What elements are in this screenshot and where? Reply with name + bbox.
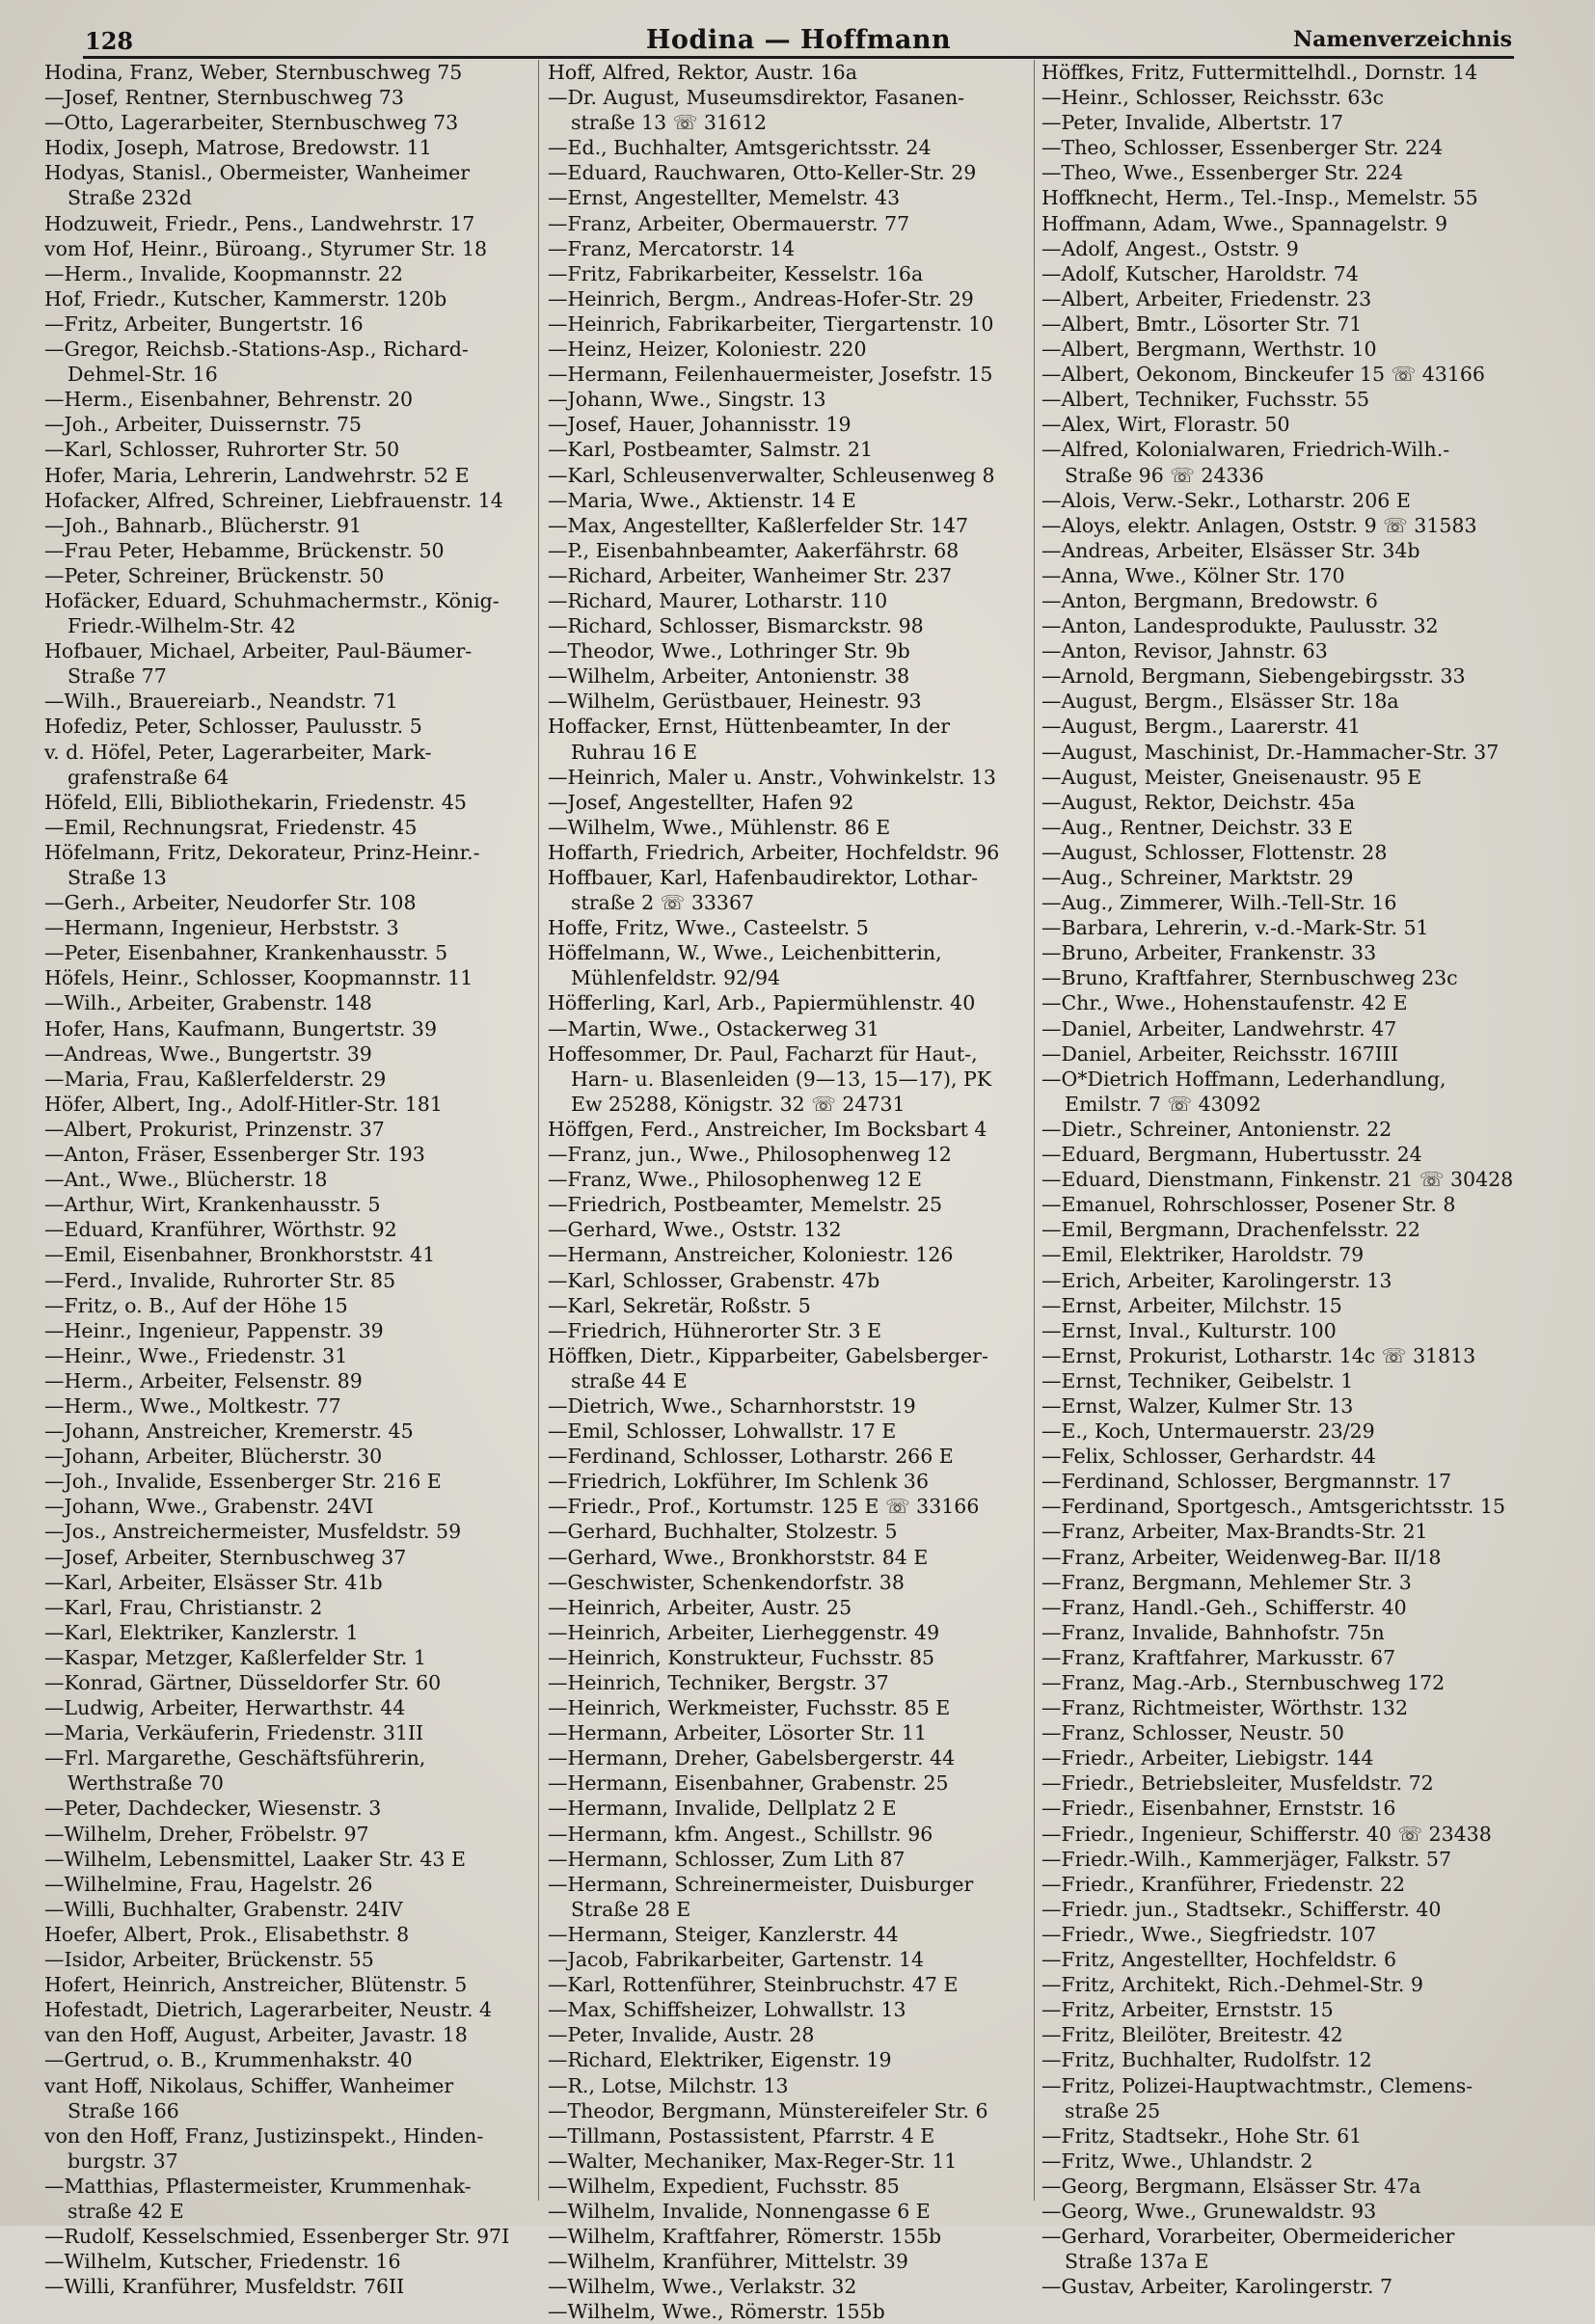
directory-entry: —Johann, Arbeiter, Blücherstr. 30	[44, 1445, 383, 1469]
directory-entry: Hodina, Franz, Weber, Sternbuschweg 75	[44, 61, 463, 84]
directory-entry: —Wilh., Arbeiter, Grabenstr. 148	[44, 991, 372, 1015]
directory-entry: —Heinrich, Fabrikarbeiter, Tiergartenstr. 10	[548, 311, 994, 336]
directory-entry: —Fritz, o. B., Auf der Höhe 15	[44, 1293, 348, 1317]
directory-entry: —Emil, Elektriker, Haroldstr. 79	[1041, 1243, 1365, 1267]
directory-entry: burgstr. 37	[68, 2148, 178, 2173]
directory-entry: —Emil, Eisenbahner, Bronkhorststr. 41	[44, 1243, 436, 1267]
directory-entry: —Karl, Postbeamter, Salmstr. 21	[548, 438, 874, 462]
directory-entry: Straße 137a E	[1065, 2250, 1209, 2274]
directory-entry: —Theo, Schlosser, Essenberger Str. 224	[1041, 136, 1444, 160]
directory-entry: —Heinz, Heizer, Koloniestr. 220	[548, 338, 867, 362]
directory-entry: vom Hof, Heinr., Büroang., Styrumer Str. 18	[44, 236, 488, 260]
directory-entry: Straße 77	[68, 664, 167, 689]
directory-entry: —Chr., Wwe., Hohenstaufenstr. 42 E	[1041, 991, 1408, 1015]
directory-entry: —Franz, Handl.-Geh., Schifferstr. 40	[1041, 1595, 1407, 1619]
directory-entry: —Wilhelm, Invalide, Nonnengasse 6 E	[548, 2199, 931, 2223]
directory-entry: —Barbara, Lehrerin, v.-d.-Mark-Str. 51	[1041, 916, 1429, 940]
directory-entry: Straße 232d	[68, 186, 192, 210]
directory-entry: —Joh., Invalide, Essenberger Str. 216 E	[44, 1470, 442, 1494]
directory-entry: —Max, Angestellter, Kaßlerfelder Str. 147	[548, 513, 969, 537]
directory-entry: —Ferdinand, Schlosser, Lotharstr. 266 E	[548, 1445, 954, 1469]
directory-entry: —Gustav, Arbeiter, Karolingerstr. 7	[1041, 2275, 1393, 2299]
directory-entry: Werthstraße 70	[68, 1771, 224, 1796]
directory-entry: straße 13 ☏ 31612	[571, 111, 768, 135]
directory-entry: —Karl, Schleusenverwalter, Schleusenweg 8	[548, 463, 995, 487]
directory-entry: Harn- u. Blasenleiden (9—13, 15—17), PK	[571, 1067, 992, 1091]
directory-entry: —Karl, Sekretär, Roßstr. 5	[548, 1293, 811, 1317]
directory-entry: Ew 25288, Königstr. 32 ☏ 24731	[571, 1092, 906, 1116]
directory-entry: —Kaspar, Metzger, Kaßlerfelder Str. 1	[44, 1645, 426, 1669]
directory-entry: —Wilhelm, Kraftfahrer, Römerstr. 155b	[548, 2225, 942, 2249]
directory-entry: —Peter, Invalide, Austr. 28	[548, 2023, 815, 2047]
directory-entry: —Fritz, Polizei-Hauptwachtmstr., Clemens-	[1041, 2073, 1473, 2097]
directory-entry: —Hermann, kfm. Angest., Schillstr. 96	[548, 1822, 933, 1846]
directory-entry: —Ernst, Walzer, Kulmer Str. 13	[1041, 1393, 1354, 1418]
directory-entry: —Hermann, Schreinermeister, Duisburger	[548, 1872, 974, 1896]
directory-entry: —Willi, Buchhalter, Grabenstr. 24IV	[44, 1897, 403, 1921]
directory-entry: —Ernst, Arbeiter, Milchstr. 15	[1041, 1293, 1342, 1317]
directory-entry: Höffelmann, W., Wwe., Leichenbitterin,	[548, 941, 942, 965]
directory-entry: —Friedr., Kranführer, Friedenstr. 22	[1041, 1872, 1406, 1896]
directory-entry: —Wilhelm, Lebensmittel, Laaker Str. 43 E	[44, 1847, 466, 1871]
directory-entry: —Franz, Invalide, Bahnhofstr. 75n	[1041, 1620, 1385, 1644]
directory-entry: —Alex, Wirt, Florastr. 50	[1041, 413, 1290, 437]
directory-entry: —Joh., Arbeiter, Duissernstr. 75	[44, 413, 362, 437]
directory-entry: —Geschwister, Schenkendorfstr. 38	[548, 1570, 905, 1594]
directory-entry: —Alfred, Kolonialwaren, Friedrich-Wilh.-	[1041, 438, 1450, 462]
directory-entry: Höffgen, Ferd., Anstreicher, Im Bocksbart 4	[548, 1117, 987, 1141]
directory-entry: —Theodor, Bergmann, Münstereifeler Str. 6	[548, 2098, 988, 2122]
directory-entry: —Hermann, Arbeiter, Lösorter Str. 11	[548, 1721, 928, 1745]
directory-entry: —Andreas, Arbeiter, Elsässer Str. 34b	[1041, 538, 1420, 562]
column-divider	[1034, 60, 1035, 2201]
directory-entry: Hoffknecht, Herm., Tel.-Insp., Memelstr. 55	[1041, 186, 1478, 210]
directory-entry: —Friedr., Eisenbahner, Ernststr. 16	[1041, 1797, 1396, 1821]
directory-entry: —Friedrich, Lokführer, Im Schlenk 36	[548, 1470, 929, 1494]
directory-entry: —Friedrich, Hühnerorter Str. 3 E	[548, 1318, 882, 1342]
page-header	[85, 21, 1512, 54]
directory-entry: —Albert, Arbeiter, Friedenstr. 23	[1041, 286, 1372, 311]
directory-entry: —Maria, Wwe., Aktienstr. 14 E	[548, 488, 856, 512]
directory-entry: Hoffarth, Friedrich, Arbeiter, Hochfeldstr. 96	[548, 840, 1000, 864]
directory-entry: —Ferdinand, Sportgesch., Amtsgerichtsstr. 15	[1041, 1495, 1506, 1519]
directory-entry: —Dietr., Schreiner, Antonienstr. 22	[1041, 1117, 1392, 1141]
directory-entry: Höfels, Heinr., Schlosser, Koopmannstr. 11	[44, 966, 473, 990]
directory-entry: —Wilhelm, Expedient, Fuchsstr. 85	[548, 2174, 900, 2198]
directory-entry: Straße 166	[68, 2098, 179, 2122]
directory-entry: —Karl, Elektriker, Kanzlerstr. 1	[44, 1620, 359, 1644]
directory-entry: —O*Dietrich Hoffmann, Lederhandlung,	[1041, 1067, 1446, 1091]
directory-entry: —Karl, Frau, Christianstr. 2	[44, 1595, 323, 1619]
directory-entry: —Heinr., Schlosser, Reichsstr. 63c	[1041, 86, 1384, 110]
directory-entry: —Fritz, Buchhalter, Rudolfstr. 12	[1041, 2048, 1372, 2072]
directory-entry: —Anton, Landesprodukte, Paulusstr. 32	[1041, 614, 1439, 638]
directory-entry: —Gerhard, Vorarbeiter, Obermeidericher	[1041, 2225, 1455, 2249]
directory-entry: —Maria, Frau, Kaßlerfelderstr. 29	[44, 1067, 387, 1091]
directory-entry: —August, Bergm., Laarerstr. 41	[1041, 715, 1361, 739]
directory-entry: —Richard, Arbeiter, Wanheimer Str. 237	[548, 563, 953, 587]
directory-entry: —Hermann, Steiger, Kanzlerstr. 44	[548, 1922, 899, 1946]
directory-entry: —Erich, Arbeiter, Karolingerstr. 13	[1041, 1268, 1392, 1292]
directory-entry: Straße 28 E	[571, 1897, 691, 1921]
directory-entry: —Johann, Wwe., Grabenstr. 24VI	[44, 1495, 374, 1519]
directory-entry: —Ant., Wwe., Blücherstr. 18	[44, 1168, 328, 1192]
section-title: Namenverzeichnis	[1293, 27, 1512, 52]
directory-entry: —Friedrich, Postbeamter, Memelstr. 25	[548, 1193, 943, 1217]
directory-entry: Hoffesommer, Dr. Paul, Facharzt für Haut-,	[548, 1041, 978, 1066]
directory-entry: —Emil, Bergmann, Drachenfelsstr. 22	[1041, 1218, 1420, 1242]
directory-entry: —Eduard, Rauchwaren, Otto-Keller-Str. 29	[548, 161, 977, 185]
directory-entry: —Josef, Rentner, Sternbuschweg 73	[44, 86, 404, 110]
directory-entry: Hofer, Maria, Lehrerin, Landwehrstr. 52 E	[44, 463, 470, 487]
column-1	[44, 60, 527, 2299]
directory-entry: —Fritz, Bleilöter, Breitestr. 42	[1041, 2023, 1343, 2047]
column-3	[1041, 60, 1543, 2299]
directory-entry: Hoefer, Albert, Prok., Elisabethstr. 8	[44, 1922, 410, 1946]
directory-entry: —Martin, Wwe., Ostackerweg 31	[548, 1016, 879, 1040]
directory-entry: —P., Eisenbahnbeamter, Aakerfährstr. 68	[548, 538, 960, 562]
directory-entry: —Ludwig, Arbeiter, Herwarthstr. 44	[44, 1696, 406, 1720]
directory-entry: Hodzuweit, Friedr., Pens., Landwehrstr. 17	[44, 211, 475, 235]
directory-entry: vant Hoff, Nikolaus, Schiffer, Wanheimer	[44, 2073, 454, 2097]
directory-entry: —Maria, Verkäuferin, Friedenstr. 31II	[44, 1721, 424, 1745]
directory-entry: —Wilhelm, Wwe., Verlakstr. 32	[548, 2275, 857, 2299]
directory-entry: —Ernst, Inval., Kulturstr. 100	[1041, 1318, 1337, 1342]
directory-entry: —Georg, Wwe., Grunewaldstr. 93	[1041, 2199, 1377, 2223]
directory-entry: —Fritz, Arbeiter, Bungertstr. 16	[44, 311, 364, 336]
directory-entry: —Josef, Arbeiter, Sternbuschweg 37	[44, 1545, 407, 1569]
directory-entry: straße 2 ☏ 33367	[571, 891, 755, 915]
directory-entry: —Albert, Bergmann, Werthstr. 10	[1041, 338, 1377, 362]
directory-entry: —Franz, Mercatorstr. 14	[548, 236, 796, 260]
directory-entry: v. d. Höfel, Peter, Lagerarbeiter, Mark-	[44, 740, 432, 764]
directory-entry: —Gerhard, Wwe., Oststr. 132	[548, 1218, 842, 1242]
directory-entry: Hofbauer, Michael, Arbeiter, Paul-Bäumer-	[44, 639, 473, 663]
directory-entry: —Hermann, Anstreicher, Koloniestr. 126	[548, 1243, 954, 1267]
directory-entry: Hoffbauer, Karl, Hafenbaudirektor, Lothar-	[548, 866, 979, 889]
directory-entry: —Gerhard, Buchhalter, Stolzestr. 5	[548, 1520, 898, 1544]
directory-entry: —Walter, Mechaniker, Max-Reger-Str. 11	[548, 2148, 958, 2173]
directory-entry: Emilstr. 7 ☏ 43092	[1065, 1092, 1261, 1116]
directory-entry: —Wilhelm, Gerüstbauer, Heinestr. 93	[548, 689, 922, 714]
directory-entry: —Rudolf, Kesselschmied, Essenberger Str. 97I	[44, 2225, 510, 2249]
directory-entry: —Eduard, Kranführer, Wörthstr. 92	[44, 1218, 397, 1242]
directory-entry: —Aug., Zimmerer, Wilh.-Tell-Str. 16	[1041, 891, 1397, 915]
directory-entry: —Friedr.-Wilh., Kammerjäger, Falkstr. 57	[1041, 1847, 1451, 1871]
directory-entry: Straße 13	[68, 866, 167, 889]
directory-entry: —Emil, Rechnungsrat, Friedenstr. 45	[44, 815, 418, 839]
directory-entry: —Karl, Schlosser, Ruhrorter Str. 50	[44, 438, 400, 462]
directory-entry: —Josef, Hauer, Johannisstr. 19	[548, 413, 852, 437]
directory-entry: —Peter, Dachdecker, Wiesenstr. 3	[44, 1797, 382, 1821]
directory-entry: —Emil, Schlosser, Lohwallstr. 17 E	[548, 1419, 897, 1444]
page-number: 128	[85, 27, 134, 55]
directory-entry: Hoffmann, Adam, Wwe., Spannagelstr. 9	[1041, 211, 1448, 235]
directory-entry: —Ed., Buchhalter, Amtsgerichtsstr. 24	[548, 136, 932, 160]
directory-entry: —Anna, Wwe., Kölner Str. 170	[1041, 563, 1345, 587]
directory-entry: —Andreas, Wwe., Bungertstr. 39	[44, 1041, 372, 1066]
directory-entry: —Theodor, Wwe., Lothringer Str. 9b	[548, 639, 910, 663]
directory-entry: —Max, Schiffsheizer, Lohwallstr. 13	[548, 1998, 906, 2022]
directory-entry: —Wilhelm, Kranführer, Mittelstr. 39	[548, 2250, 908, 2274]
directory-entry: —Georg, Bergmann, Elsässer Str. 47a	[1041, 2174, 1421, 2198]
directory-entry: —Wilhelm, Wwe., Römerstr. 155b	[548, 2300, 885, 2324]
directory-entry: —Felix, Schlosser, Gerhardstr. 44	[1041, 1445, 1376, 1469]
directory-entry: —Gertrud, o. B., Krummenhakstr. 40	[44, 2048, 413, 2072]
directory-entry: —Herm., Wwe., Moltkestr. 77	[44, 1393, 341, 1418]
directory-entry: —Konrad, Gärtner, Düsseldorfer Str. 60	[44, 1671, 442, 1694]
directory-entry: —Johann, Wwe., Singstr. 13	[548, 388, 826, 412]
directory-entry: —Fritz, Arbeiter, Ernststr. 15	[1041, 1998, 1334, 2022]
directory-entry: Hofer, Hans, Kaufmann, Bungertstr. 39	[44, 1016, 437, 1040]
directory-entry: —Arthur, Wirt, Krankenhausstr. 5	[44, 1193, 381, 1217]
directory-entry: Mühlenfeldstr. 92/94	[571, 966, 781, 990]
directory-entry: —Gerh., Arbeiter, Neudorfer Str. 108	[44, 891, 417, 915]
directory-entry: Hofäcker, Eduard, Schuhmachermstr., König-	[44, 588, 500, 612]
directory-entry: —Franz, Richtmeister, Wörthstr. 132	[1041, 1696, 1409, 1720]
directory-entry: —Heinr., Wwe., Friedenstr. 31	[44, 1343, 348, 1367]
directory-entry: Höfer, Albert, Ing., Adolf-Hitler-Str. 181	[44, 1092, 443, 1116]
directory-entry: Friedr.-Wilhelm-Str. 42	[68, 614, 296, 638]
directory-entry: —Joh., Bahnarb., Blücherstr. 91	[44, 513, 363, 537]
directory-entry: —Gregor, Reichsb.-Stations-Asp., Richard-	[44, 338, 469, 362]
directory-entry: —Heinrich, Maler u. Anstr., Vohwinkelstr. 13	[548, 765, 996, 789]
directory-entry: von den Hoff, Franz, Justizinspekt., Hinden-	[44, 2123, 484, 2148]
directory-entry: Höffken, Dietr., Kipparbeiter, Gabelsberger-	[548, 1343, 988, 1367]
directory-entry: Hoffe, Fritz, Wwe., Casteelstr. 5	[548, 916, 869, 940]
directory-entry: Hofacker, Alfred, Schreiner, Liebfrauenstr. 14	[44, 488, 503, 512]
directory-entry: —Herm., Arbeiter, Felsenstr. 89	[44, 1368, 363, 1392]
directory-entry: —Daniel, Arbeiter, Landwehrstr. 47	[1041, 1016, 1397, 1040]
directory-entry: —Johann, Anstreicher, Kremerstr. 45	[44, 1419, 414, 1444]
directory-entry: Ruhrau 16 E	[571, 740, 698, 764]
directory-entry: —Karl, Arbeiter, Elsässer Str. 41b	[44, 1570, 383, 1594]
directory-entry: —Franz, Arbeiter, Obermauerstr. 77	[548, 211, 910, 235]
directory-entry: —Franz, Schlosser, Neustr. 50	[1041, 1721, 1344, 1745]
directory-entry: —Hermann, Eisenbahner, Grabenstr. 25	[548, 1771, 949, 1796]
directory-entry: —Peter, Schreiner, Brückenstr. 50	[44, 563, 385, 587]
directory-entry: —Frau Peter, Hebamme, Brückenstr. 50	[44, 538, 445, 562]
directory-entry: —August, Bergm., Elsässer Str. 18a	[1041, 689, 1399, 714]
directory-entry: —Bruno, Kraftfahrer, Sternbuschweg 23c	[1041, 966, 1458, 990]
directory-entry: —Heinrich, Konstrukteur, Fuchsstr. 85	[548, 1645, 935, 1669]
directory-entry: —Heinr., Ingenieur, Pappenstr. 39	[44, 1318, 384, 1342]
directory-entry: —Anton, Fräser, Essenberger Str. 193	[44, 1143, 425, 1167]
directory-entry: —Otto, Lagerarbeiter, Sternbuschweg 73	[44, 111, 459, 135]
directory-entry: —Adolf, Kutscher, Haroldstr. 74	[1041, 261, 1359, 285]
directory-entry: —Heinrich, Arbeiter, Lierheggenstr. 49	[548, 1620, 940, 1644]
directory-entry: Hodyas, Stanisl., Obermeister, Wanheimer	[44, 161, 471, 185]
directory-entry: Höffkes, Fritz, Futtermittelhdl., Dornstr. 14	[1041, 61, 1478, 84]
directory-entry: grafenstraße 64	[68, 765, 230, 789]
directory-entry: —Karl, Rottenführer, Steinbruchstr. 47 E	[548, 1973, 959, 1997]
directory-entry: —Albert, Oekonom, Binckeufer 15 ☏ 43166	[1041, 363, 1485, 387]
directory-entry: —Alois, Verw.-Sekr., Lotharstr. 206 E	[1041, 488, 1411, 512]
directory-entry: Hodix, Joseph, Matrose, Bredowstr. 11	[44, 136, 432, 160]
directory-entry: —August, Schlosser, Flottenstr. 28	[1041, 840, 1388, 864]
column-2	[548, 60, 1030, 2324]
directory-entry: Höfferling, Karl, Arb., Papiermühlenstr. 40	[548, 991, 976, 1015]
directory-entry: —Willi, Kranführer, Musfeldstr. 76II	[44, 2275, 405, 2299]
directory-entry: Straße 96 ☏ 24336	[1065, 463, 1264, 487]
directory-entry: —Theo, Wwe., Essenberger Str. 224	[1041, 161, 1404, 185]
directory-entry: —Fritz, Stadtsekr., Hohe Str. 61	[1041, 2123, 1363, 2148]
directory-entry: —Gerhard, Wwe., Bronkhorststr. 84 E	[548, 1545, 929, 1569]
directory-entry: Hofediz, Peter, Schlosser, Paulusstr. 5	[44, 715, 422, 739]
directory-entry: —Arnold, Bergmann, Siebengebirgsstr. 33	[1041, 664, 1466, 689]
directory-entry: —Emanuel, Rohrschlosser, Posener Str. 8	[1041, 1193, 1456, 1217]
running-title: Hodina — Hoffmann	[645, 25, 952, 55]
directory-entry: —Dr. August, Museumsdirektor, Fasanen-	[548, 86, 965, 110]
directory-entry: van den Hoff, August, Arbeiter, Javastr. 18	[44, 2023, 468, 2047]
directory-entry: —Richard, Maurer, Lotharstr. 110	[548, 588, 888, 612]
directory-entry: —Hermann, Invalide, Dellplatz 2 E	[548, 1797, 897, 1821]
directory-entry: —Peter, Eisenbahner, Krankenhausstr. 5	[44, 941, 448, 965]
directory-entry: —Hermann, Schlosser, Zum Lith 87	[548, 1847, 906, 1871]
directory-entry: —Wilhelm, Arbeiter, Antonienstr. 38	[548, 664, 910, 689]
directory-entry: Hofestadt, Dietrich, Lagerarbeiter, Neustr. 4	[44, 1998, 493, 2022]
directory-entry: —Josef, Angestellter, Hafen 92	[548, 790, 854, 814]
directory-entry: —Fritz, Architekt, Rich.-Dehmel-Str. 9	[1041, 1973, 1423, 1997]
directory-entry: —Friedr., Wwe., Siegfriedstr. 107	[1041, 1922, 1377, 1946]
directory-entry: —Wilhelm, Dreher, Fröbelstr. 97	[44, 1822, 369, 1846]
directory-entry: —Daniel, Arbeiter, Reichsstr. 167III	[1041, 1041, 1399, 1066]
directory-entry: —Wilh., Brauereiarb., Neandstr. 71	[44, 689, 398, 714]
directory-entry: —Albert, Techniker, Fuchsstr. 55	[1041, 388, 1370, 412]
directory-entry: —Karl, Schlosser, Grabenstr. 47b	[548, 1268, 880, 1292]
directory-entry: —August, Meister, Gneisenaustr. 95 E	[1041, 765, 1422, 789]
directory-entry: —Heinrich, Techniker, Bergstr. 37	[548, 1671, 889, 1694]
directory-entry: —Ferdinand, Schlosser, Bergmannstr. 17	[1041, 1470, 1451, 1494]
directory-entry: —Franz, Mag.-Arb., Sternbuschweg 172	[1041, 1671, 1446, 1694]
directory-entry: —Jacob, Fabrikarbeiter, Gartenstr. 14	[548, 1948, 925, 1972]
directory-entry: —Richard, Schlosser, Bismarckstr. 98	[548, 614, 924, 638]
directory-entry: —Friedr., Betriebsleiter, Musfeldstr. 72	[1041, 1771, 1434, 1796]
directory-entry: —August, Maschinist, Dr.-Hammacher-Str. 37	[1041, 740, 1500, 764]
directory-entry: —Fritz, Angestellter, Hochfeldstr. 6	[1041, 1948, 1397, 1972]
directory-entry: —Ernst, Angestellter, Memelstr. 43	[548, 186, 901, 210]
directory-entry: Hof, Friedr., Kutscher, Kammerstr. 120b	[44, 286, 447, 311]
directory-entry: —Albert, Bmtr., Lösorter Str. 71	[1041, 311, 1363, 336]
directory-entry: —Herm., Eisenbahner, Behrenstr. 20	[44, 388, 414, 412]
directory-entry: —Isidor, Arbeiter, Brückenstr. 55	[44, 1948, 374, 1972]
directory-entry: —Peter, Invalide, Albertstr. 17	[1041, 111, 1344, 135]
directory-entry: —Friedr., Prof., Kortumstr. 125 E ☏ 33166	[548, 1495, 980, 1519]
directory-entry: —Heinrich, Bergm., Andreas-Hofer-Str. 29	[548, 286, 974, 311]
directory-entry: Höfelmann, Fritz, Dekorateur, Prinz-Heinr.-	[44, 840, 480, 864]
directory-entry: —Franz, jun., Wwe., Philosophenweg 12	[548, 1143, 952, 1167]
directory-entry: —Frl. Margarethe, Geschäftsführerin,	[44, 1746, 426, 1770]
directory-entry: —Hermann, Feilenhauermeister, Josefstr. 15	[548, 363, 993, 387]
directory-entry: —Ferd., Invalide, Ruhrorter Str. 85	[44, 1268, 396, 1292]
directory-entry: —Anton, Revisor, Jahnstr. 63	[1041, 639, 1328, 663]
directory-entry: —Hermann, Dreher, Gabelsbergerstr. 44	[548, 1746, 956, 1770]
directory-entry: —Heinrich, Arbeiter, Austr. 25	[548, 1595, 852, 1619]
directory-entry: Dehmel-Str. 16	[68, 363, 218, 387]
directory-entry: —Franz, Wwe., Philosophenweg 12 E	[548, 1168, 922, 1192]
directory-entry: —Friedr. jun., Stadtsekr., Schifferstr. 40	[1041, 1897, 1442, 1921]
directory-entry: —Franz, Arbeiter, Weidenweg-Bar. II/18	[1041, 1545, 1442, 1569]
directory-entry: —Hermann, Ingenieur, Herbststr. 3	[44, 916, 399, 940]
directory-entry: —E., Koch, Untermauerstr. 23/29	[1041, 1419, 1375, 1444]
directory-entry: —Herm., Invalide, Koopmannstr. 22	[44, 261, 403, 285]
directory-entry: —Franz, Kraftfahrer, Markusstr. 67	[1041, 1645, 1396, 1669]
directory-entry: —Eduard, Bergmann, Hubertusstr. 24	[1041, 1143, 1422, 1167]
directory-entry: —Tillmann, Postassistent, Pfarrstr. 4 E	[548, 2123, 935, 2148]
directory-entry: Hoff, Alfred, Rektor, Austr. 16a	[548, 61, 857, 84]
directory-entry: —Franz, Arbeiter, Max-Brandts-Str. 21	[1041, 1520, 1428, 1544]
column-divider	[538, 60, 539, 2201]
directory-entry: Hoffacker, Ernst, Hüttenbeamter, In der	[548, 715, 951, 739]
directory-entry: —Wilhelm, Wwe., Mühlenstr. 86 E	[548, 815, 891, 839]
directory-entry: —Albert, Prokurist, Prinzenstr. 37	[44, 1117, 385, 1141]
directory-entry: —Richard, Elektriker, Eigenstr. 19	[548, 2048, 892, 2072]
directory-entry: —Ernst, Prokurist, Lotharstr. 14c ☏ 31813	[1041, 1343, 1476, 1367]
directory-entry: straße 44 E	[571, 1368, 688, 1392]
directory-entry: —Friedr., Arbeiter, Liebigstr. 144	[1041, 1746, 1374, 1770]
directory-entry: —August, Rektor, Deichstr. 45a	[1041, 790, 1356, 814]
directory-entry: Höfeld, Elli, Bibliothekarin, Friedenstr. 45	[44, 790, 467, 814]
header-rule	[83, 56, 1514, 59]
directory-entry: —Adolf, Angest., Oststr. 9	[1041, 236, 1299, 260]
directory-entry: —Wilhelm, Kutscher, Friedenstr. 16	[44, 2250, 401, 2274]
directory-entry: —Friedr., Ingenieur, Schifferstr. 40 ☏ 23438	[1041, 1822, 1492, 1846]
directory-entry: —Fritz, Wwe., Uhlandstr. 2	[1041, 2148, 1313, 2173]
directory-entry: —Ernst, Techniker, Geibelstr. 1	[1041, 1368, 1354, 1392]
directory-entry: —Franz, Bergmann, Mehlemer Str. 3	[1041, 1570, 1412, 1594]
directory-entry: —Bruno, Arbeiter, Frankenstr. 33	[1041, 941, 1377, 965]
directory-entry: Hofert, Heinrich, Anstreicher, Blütenstr. 5	[44, 1973, 468, 1997]
directory-entry: straße 42 E	[68, 2199, 184, 2223]
directory-entry: —Aug., Schreiner, Marktstr. 29	[1041, 866, 1354, 889]
directory-entry: —Jos., Anstreichermeister, Musfeldstr. 59	[44, 1520, 462, 1544]
directory-entry: straße 25	[1065, 2098, 1161, 2122]
directory-entry: —Aloys, elektr. Anlagen, Oststr. 9 ☏ 31583	[1041, 513, 1477, 537]
directory-entry: —Dietrich, Wwe., Scharnhorststr. 19	[548, 1393, 916, 1418]
directory-entry: —Matthias, Pflastermeister, Krummenhak-	[44, 2174, 472, 2198]
directory-entry: —Heinrich, Werkmeister, Fuchsstr. 85 E	[548, 1696, 951, 1720]
directory-entry: —Fritz, Fabrikarbeiter, Kesselstr. 16a	[548, 261, 924, 285]
directory-entry: —R., Lotse, Milchstr. 13	[548, 2073, 789, 2097]
directory-entry: —Wilhelmine, Frau, Hagelstr. 26	[44, 1872, 373, 1896]
directory-entry: —Eduard, Dienstmann, Finkenstr. 21 ☏ 30428	[1041, 1168, 1514, 1192]
directory-entry: —Anton, Bergmann, Bredowstr. 6	[1041, 588, 1378, 612]
directory-entry: —Aug., Rentner, Deichstr. 33 E	[1041, 815, 1353, 839]
